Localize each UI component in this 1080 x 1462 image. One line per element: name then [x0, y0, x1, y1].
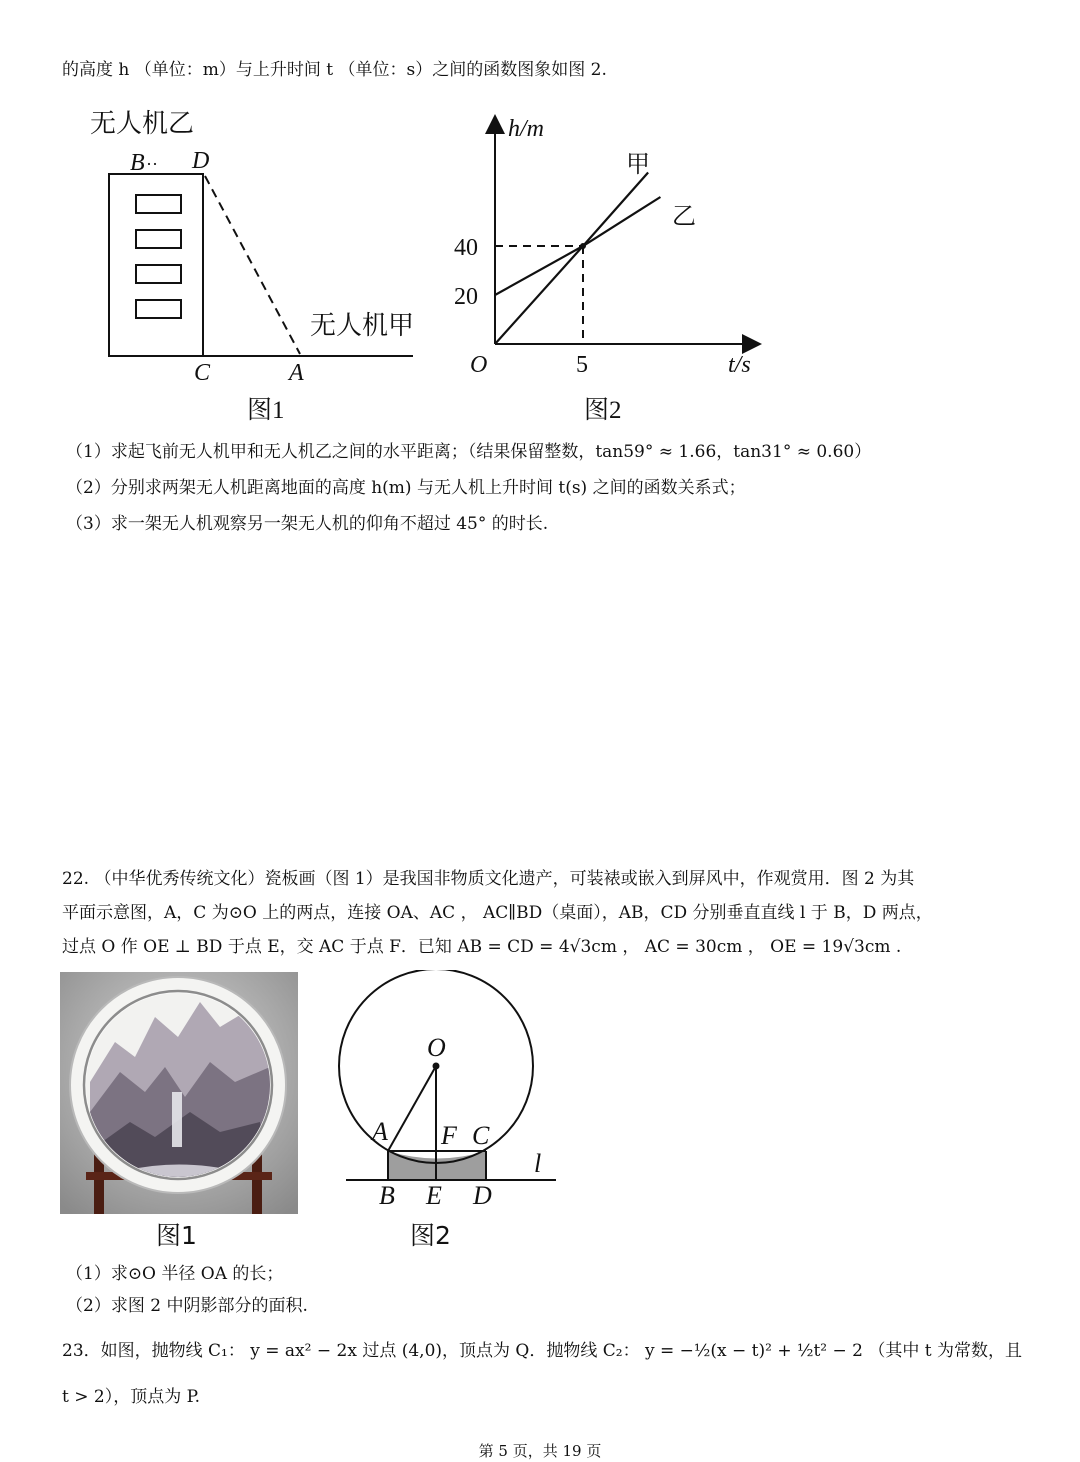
fig2-caption: 图2: [584, 397, 622, 424]
intersection-point: [580, 243, 586, 249]
center-point-o: [433, 1063, 440, 1070]
fig1-label-c: C: [194, 360, 211, 386]
fig1-label-d: D: [192, 148, 210, 174]
y-tick-label: 20: [454, 284, 478, 310]
q21-part1: （1）求起飞前无人机甲和无人机乙之间的水平距离；（结果保留整数，tan59° ≈ 1.66，tan31° ≈ 0.60）: [66, 442, 872, 462]
series-line-2: [495, 197, 660, 295]
intro-line: 的高度 h （单位：m）与上升时间 t （单位：s）之间的函数图象如图 2.: [62, 60, 607, 80]
window-1: [136, 195, 181, 213]
q21-part3: （3）求一架无人机观察另一架无人机的仰角不超过 45° 的时长.: [66, 514, 549, 534]
label-f: F: [441, 1121, 457, 1150]
q22-fig1-caption: 图1: [156, 1221, 197, 1250]
window-4: [136, 300, 181, 318]
x-tick-label: 5: [576, 352, 588, 378]
label-l: l: [534, 1149, 542, 1178]
fig1-caption: 图1: [247, 397, 285, 424]
q22-line1: 22. （中华优秀传统文化）瓷板画（图 1）是我国非物质文化遗产，可装裱或嵌入到屏风中，作观赏用．图 2 为其: [62, 869, 915, 889]
label-b: B: [379, 1181, 395, 1210]
series-line-1: [495, 173, 648, 345]
fig1-label-b: B: [130, 150, 145, 176]
q22-line2: 平面示意图，A，C 为⊙O 上的两点，连接 OA、AC ， AC∥BD（桌面），AB，CD 分别垂直直线 l 于 B，D 两点，: [62, 903, 933, 923]
q22-fig1-photo: [60, 972, 298, 1214]
fig1-title: 无人机乙: [90, 109, 195, 138]
q23-line2: t > 2），顶点为 P.: [62, 1387, 201, 1407]
page-footer: 第 5 页，共 19 页: [478, 1442, 602, 1460]
segment-oa: [388, 1066, 436, 1151]
q22-part1: （1）求⊙O 半径 OA 的长；: [66, 1264, 284, 1284]
y-tick-label: 40: [454, 235, 478, 261]
series-label-jia: 甲: [626, 152, 650, 178]
q22-line3: 过点 O 作 OE ⊥ BD 于点 E，交 AC 于点 F．已知 AB = CD = 4√3cm ， AC = 30cm ， OE = 19√3cm .: [62, 937, 902, 957]
q22-part2: （2）求图 2 中阴影部分的面积.: [66, 1296, 308, 1316]
window-2: [136, 230, 181, 248]
q23-line1: 23．如图，抛物线 C₁： y = ax² − 2x 过点 (4,0)，顶点为 Q．抛物线 C₂： y = −½(x − t)² + ½t² − 2 （其中 t 为常数，且: [62, 1341, 1023, 1361]
q21-part2: （2）分别求两架无人机距离地面的高度 h(m) 与无人机上升时间 t(s) 之间的函数关系式；: [66, 478, 746, 498]
label-c: C: [472, 1121, 490, 1150]
fig2-y-axis-label: h/m: [508, 116, 544, 142]
label-a: A: [372, 1117, 388, 1146]
label-d: D: [473, 1181, 492, 1210]
series-label-yi: 乙: [672, 204, 696, 230]
fig2-origin: O: [470, 352, 488, 378]
sight-line-da: [205, 176, 300, 354]
fig1-drone-jia: 无人机甲: [310, 311, 415, 340]
label-o: O: [427, 1033, 446, 1062]
q22-fig2-geometry: [330, 970, 570, 1215]
fig2-function-graph: [440, 100, 770, 430]
fig1-dots: ··: [146, 154, 158, 174]
window-3: [136, 265, 181, 283]
fig1-label-a: A: [289, 360, 304, 386]
q22-fig2-caption: 图2: [410, 1221, 451, 1250]
fig2-x-axis-label: t/s: [728, 352, 751, 378]
fig1-drone-diagram: [80, 100, 430, 430]
label-e: E: [426, 1181, 442, 1210]
